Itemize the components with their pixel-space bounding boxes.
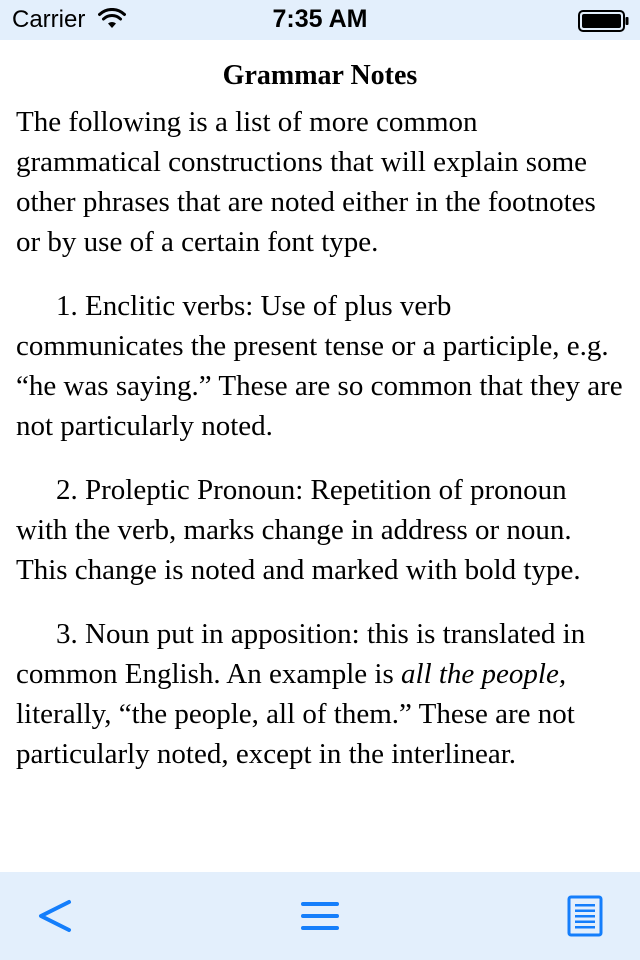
- chevron-left-icon: [33, 894, 77, 938]
- note-text-start: 3. Noun put in apposition: this is translated in common English. An example is: [16, 618, 586, 690]
- page-title: Grammar Notes: [222, 60, 418, 91]
- carrier-label: Carrier: [12, 6, 86, 33]
- menu-button[interactable]: [285, 872, 355, 960]
- note-proleptic-pronoun: 2. Proleptic Pronoun: Repetition of pronoun with the verb, marks change in address or noun. This change is noted and marked with bold type.: [16, 474, 581, 586]
- grammar-notes-content: [16, 58, 624, 798]
- intro-paragraph: The following is a list of more common grammatical constructions that will explain some other phrases that are noted either in the footnotes or by use of a certain font type.: [16, 106, 596, 258]
- clock: 7:35 AM: [272, 5, 368, 33]
- document-button[interactable]: [550, 872, 620, 960]
- document-icon: [567, 895, 603, 937]
- back-button[interactable]: [20, 872, 90, 960]
- status-bar: [0, 0, 640, 40]
- hamburger-menu-icon: [299, 898, 341, 934]
- bottom-toolbar: [0, 872, 640, 960]
- note-noun-apposition: [16, 614, 624, 774]
- note-text-end: literally, “the people, all of them.” These are not particularly noted, except in the interlinear.: [16, 698, 575, 770]
- battery-icon: [578, 10, 630, 32]
- italic-example: all the people,: [401, 658, 567, 690]
- note-enclitic-verbs: 1. Enclitic verbs: Use of plus verb communicates the present tense or a participle, e.g. “he was saying.” These are so common that they are not particularly noted.: [16, 290, 623, 442]
